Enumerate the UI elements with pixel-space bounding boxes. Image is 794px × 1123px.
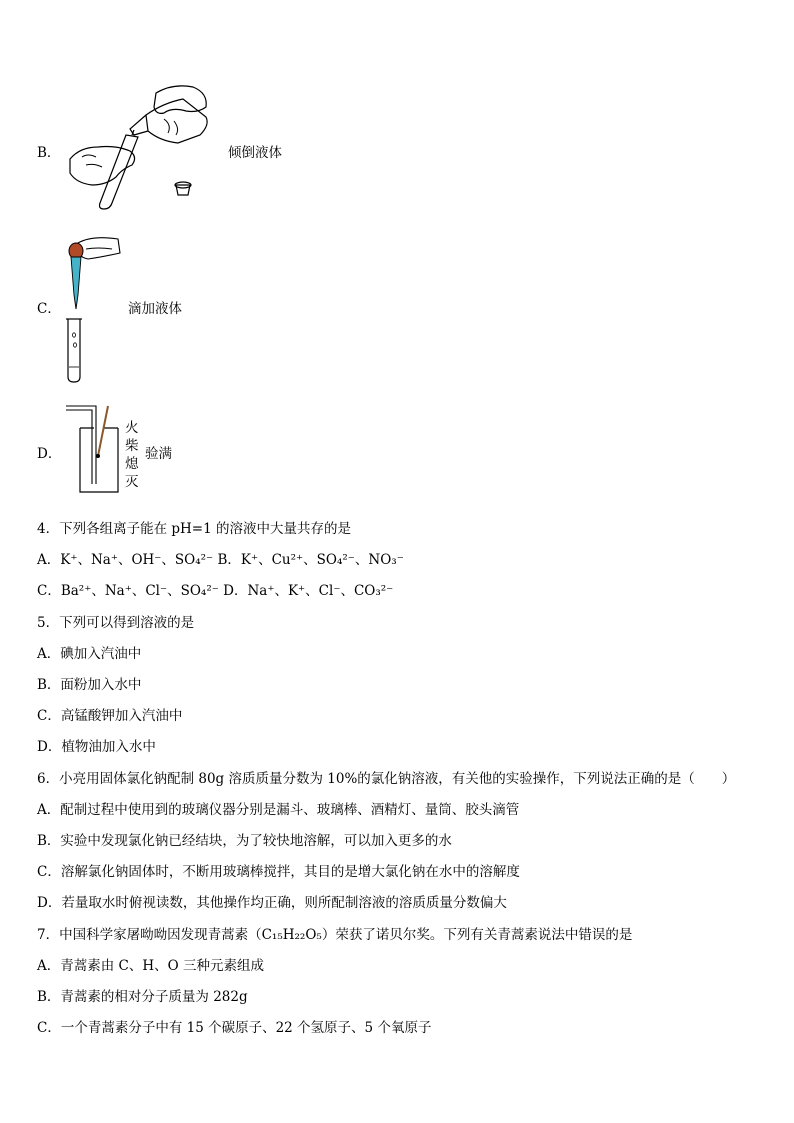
gas-collection-bottle-illustration (64, 400, 124, 498)
q5-option-b: B．面粉加入水中 (37, 677, 142, 693)
q5-option-a: A．碘加入汽油中 (37, 646, 142, 662)
q7-stem: 7．中国科学家屠呦呦因发现青蒿素（C₁₅H₂₂O₅）荣获了诺贝尔奖。下列有关青蒿素说法中错误的是 (37, 927, 633, 943)
q5-stem: 5．下列可以得到溶液的是 (37, 615, 195, 631)
q6-option-b: B．实验中发现氯化钠已经结块，为了较快地溶解，可以加入更多的水 (37, 833, 452, 849)
q7-option-c: C．一个青蒿素分子中有 15 个碳原子、22 个氢原子、5 个氧原子 (37, 1020, 432, 1036)
dropping-liquid-caption: 滴加液体 (128, 301, 182, 317)
q6-option-c: C．溶解氯化钠固体时，不断用玻璃棒搅拌，其目的是增大氯化钠在水中的溶解度 (37, 864, 520, 880)
q4-options-ab: A．K⁺、Na⁺、OH⁻、SO₄²⁻ B．K⁺、Cu²⁺、SO₄²⁻、NO₃⁻ (37, 552, 404, 568)
vertical-char: 柴 (125, 438, 139, 454)
q6-option-d: D．若量取水时俯视读数，其他操作均正确，则所配制溶液的溶质质量分数偏大 (37, 895, 507, 911)
vertical-char: 灭 (125, 474, 139, 490)
check-full-caption: 验满 (145, 446, 172, 462)
q6-stem: 6．小亮用固体氯化钠配制 80g 溶质质量分数为 10%的氯化钠溶液，有关他的实验操作，下列说法正确的是（ ） (37, 771, 736, 787)
q5-option-d: D．植物油加入水中 (37, 739, 156, 755)
pouring-liquid-illustration (68, 85, 228, 210)
q5-option-c: C．高锰酸钾加入汽油中 (37, 708, 183, 724)
q4-stem: 4．下列各组离子能在 pH=1 的溶液中大量共存的是 (37, 521, 351, 537)
option-b-label: B． (37, 145, 61, 161)
q7-option-b: B．青蒿素的相对分子质量为 282g (37, 989, 248, 1005)
dropper-illustration (62, 235, 124, 385)
vertical-char: 熄 (125, 456, 139, 472)
q6-option-a: A．配制过程中使用到的玻璃仪器分别是漏斗、玻璃棒、酒精灯、量筒、胶头滴管 (37, 802, 520, 818)
q4-options-cd: C．Ba²⁺、Na⁺、Cl⁻、SO₄²⁻ D．Na⁺、K⁺、Cl⁻、CO₃²⁻ (37, 583, 394, 599)
q7-option-a: A．青蒿素由 C、H、O 三种元素组成 (37, 958, 265, 974)
option-d-label: D． (37, 446, 62, 462)
pouring-liquid-caption: 倾倒液体 (228, 145, 282, 161)
extinguished-match-vertical-text (125, 419, 141, 491)
option-c-label: C． (37, 301, 61, 317)
vertical-char: 火 (125, 420, 139, 436)
